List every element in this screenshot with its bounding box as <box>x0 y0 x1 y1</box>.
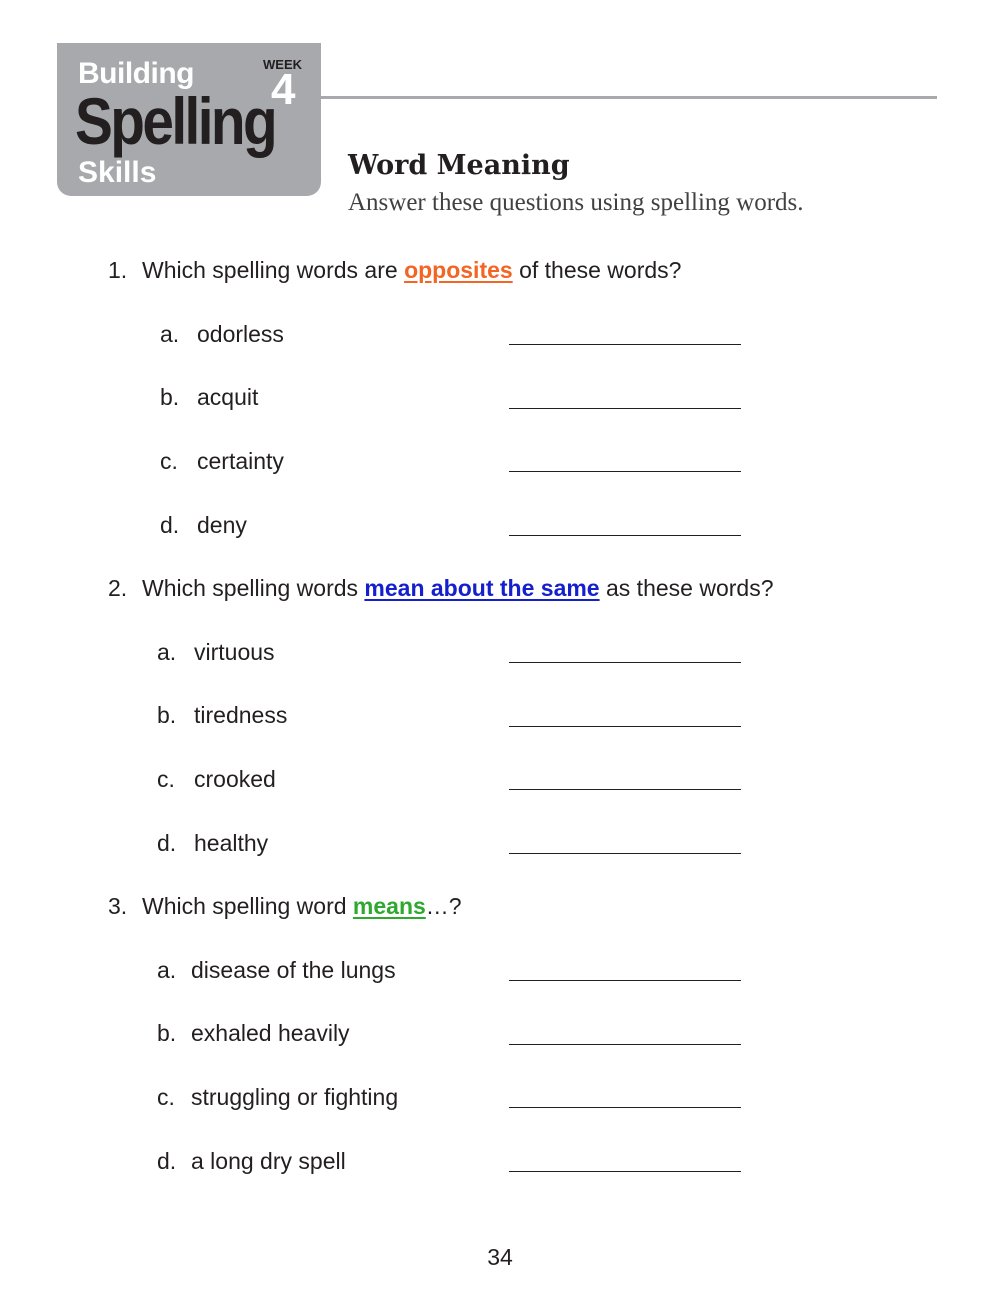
list-item <box>157 1148 346 1175</box>
badge-building-text: Building <box>78 57 194 90</box>
week-badge <box>57 43 321 196</box>
list-item <box>160 321 284 348</box>
answer-blank[interactable] <box>509 980 741 981</box>
list-item <box>157 1020 350 1047</box>
list-item <box>157 766 276 793</box>
list-item <box>160 384 258 411</box>
badge-week-label: WEEK <box>263 57 302 72</box>
answer-blank[interactable] <box>509 471 741 472</box>
question-suffix: of these words? <box>512 257 682 283</box>
item-text: deny <box>197 512 247 538</box>
question-keyword: mean about the same <box>364 575 600 601</box>
question-prefix: Which spelling words are <box>142 257 405 283</box>
item-letter: a. <box>157 639 177 665</box>
item-text: odorless <box>197 321 284 347</box>
page-number: 34 <box>487 1244 513 1270</box>
item-text: a long dry spell <box>191 1148 346 1174</box>
answer-blank[interactable] <box>509 1171 741 1172</box>
question-keyword: means <box>352 893 426 919</box>
answer-blank[interactable] <box>509 408 741 409</box>
item-letter: c. <box>160 448 178 474</box>
question-number: 1. <box>108 257 128 283</box>
answer-blank[interactable] <box>509 726 741 727</box>
item-letter: b. <box>157 1020 177 1046</box>
question-keyword: opposites <box>404 257 513 283</box>
item-letter: c. <box>157 1084 175 1110</box>
question-prefix: Which spelling words <box>142 575 365 601</box>
question-prefix: Which spelling word <box>142 893 353 919</box>
list-item <box>160 512 247 539</box>
answer-blank[interactable] <box>509 662 741 663</box>
question-suffix: …? <box>425 893 462 919</box>
question-number: 3. <box>108 893 128 919</box>
list-item <box>160 448 284 475</box>
answer-blank[interactable] <box>509 344 741 345</box>
answer-blank[interactable] <box>509 1044 741 1045</box>
item-text: acquit <box>197 384 259 410</box>
item-letter: d. <box>157 1148 177 1174</box>
answer-blank[interactable] <box>509 853 741 854</box>
answer-blank[interactable] <box>509 1107 741 1108</box>
item-text: disease of the lungs <box>191 957 396 983</box>
item-letter: b. <box>160 384 180 410</box>
item-letter: d. <box>157 830 177 856</box>
item-text: certainty <box>197 448 284 474</box>
item-letter: b. <box>157 702 177 728</box>
badge-skills-text: Skills <box>78 156 157 189</box>
question-number: 2. <box>108 575 128 601</box>
page-subtitle: Answer these questions using spelling words. <box>348 189 804 216</box>
question-2 <box>108 575 773 602</box>
question-suffix: as these words? <box>599 575 774 601</box>
page-title: Word Meaning <box>348 150 570 181</box>
badge-spelling-text: Spelling <box>75 84 276 158</box>
item-text: exhaled heavily <box>191 1020 350 1046</box>
item-letter: a. <box>160 321 180 347</box>
item-text: virtuous <box>194 639 275 665</box>
question-1 <box>108 257 681 284</box>
badge-week-number: 4 <box>271 65 296 114</box>
list-item <box>157 830 268 857</box>
item-text: tiredness <box>194 702 288 728</box>
list-item <box>157 639 275 666</box>
list-item <box>157 702 287 729</box>
answer-blank[interactable] <box>509 535 741 536</box>
item-text: healthy <box>194 830 269 856</box>
question-3 <box>108 893 462 920</box>
item-text: crooked <box>194 766 276 792</box>
list-item <box>157 1084 398 1111</box>
header-rule <box>321 96 937 99</box>
list-item <box>157 957 396 984</box>
item-letter: c. <box>157 766 175 792</box>
item-letter: d. <box>160 512 180 538</box>
item-text: struggling or fighting <box>191 1084 399 1110</box>
answer-blank[interactable] <box>509 789 741 790</box>
item-letter: a. <box>157 957 177 983</box>
